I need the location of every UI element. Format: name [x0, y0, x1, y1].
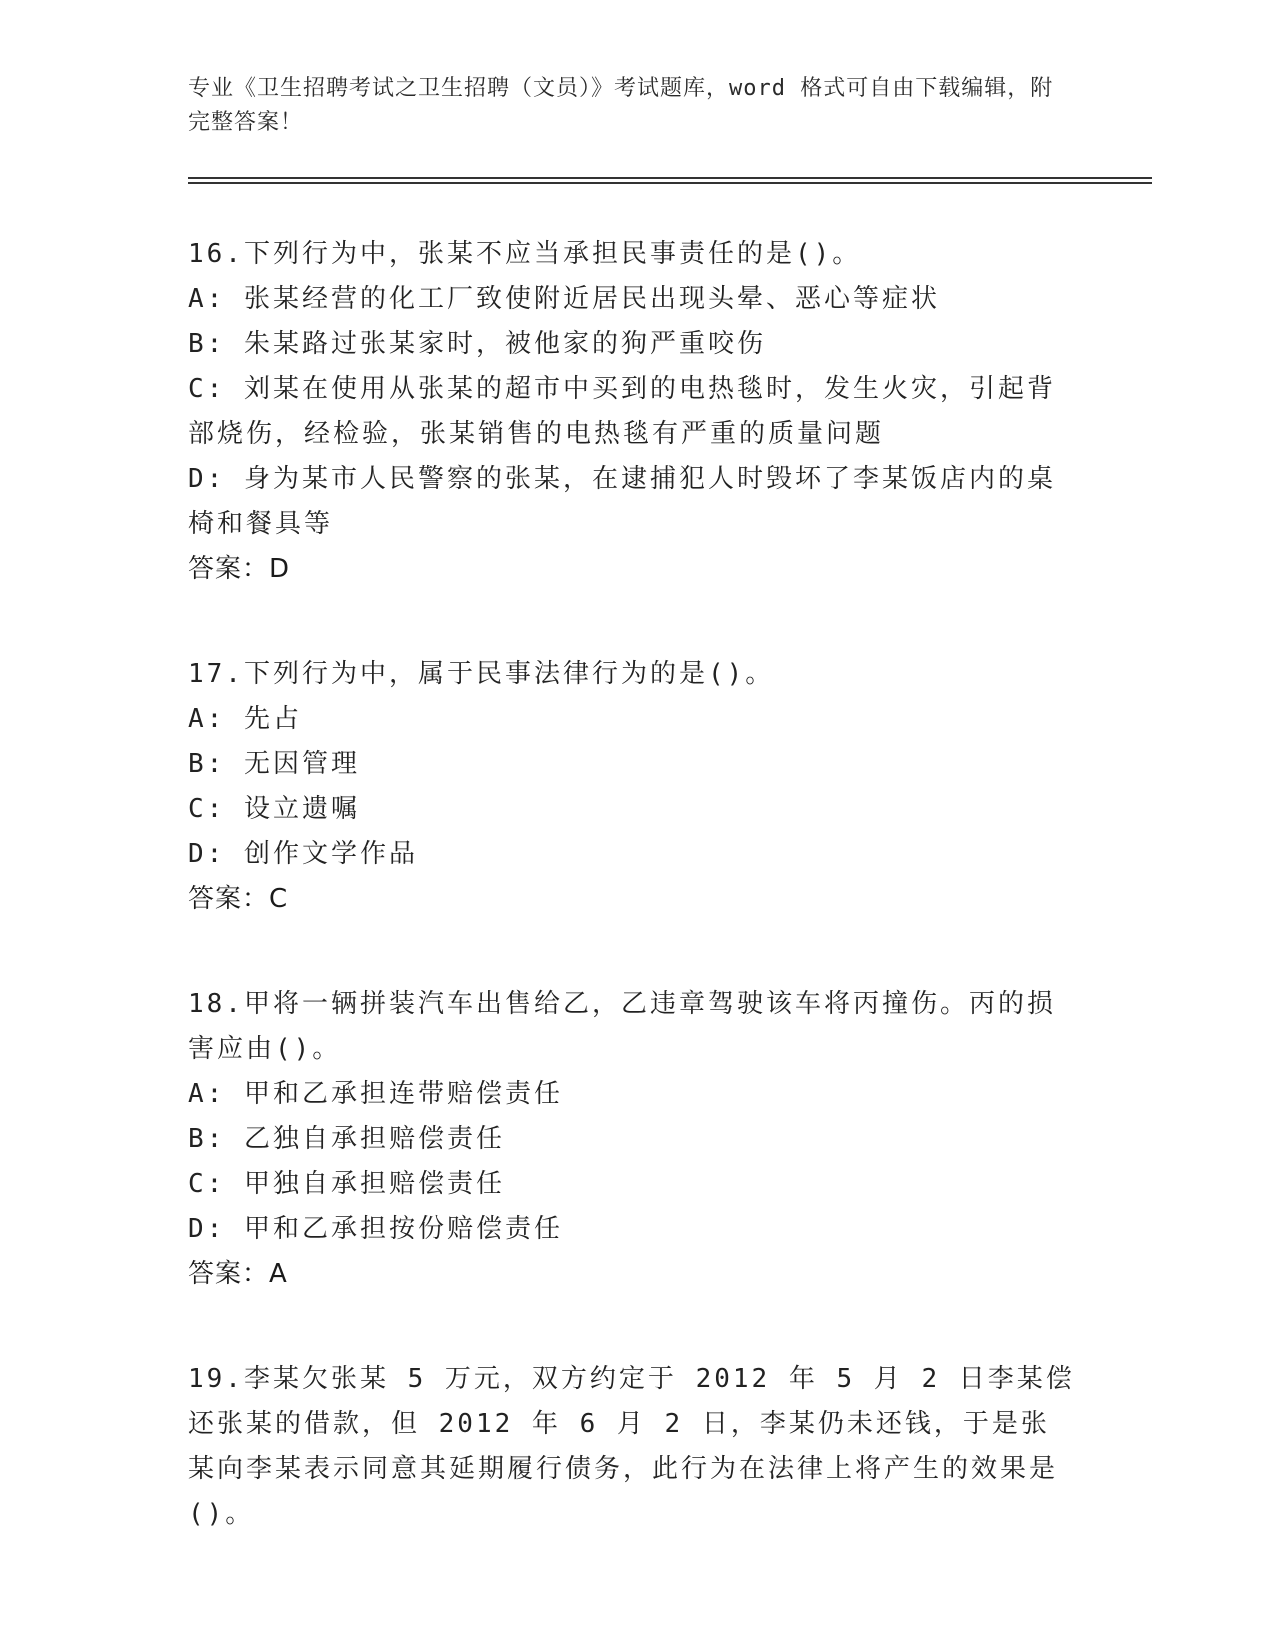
question-stem: 19.李某欠张某 5 万元，双方约定于 2012 年 5 月 2 日李某偿还张某的借款，但 2012 年 6 月 2 日，李某仍未还钱，于是张某向李某表示同意其延期履行债务，此行为在法律上将产生的效果是()。	[188, 1364, 1075, 1529]
answer-label: 答案：	[188, 1259, 270, 1289]
option-b: B: 朱某路过张某家时，被他家的狗严重咬伤	[188, 329, 766, 359]
header-rule-bottom	[188, 182, 1152, 184]
answer-label: 答案：	[188, 554, 270, 584]
option-d: D: 创作文学作品	[188, 839, 418, 869]
question-18	[188, 982, 1078, 1297]
answer-value: A	[269, 1259, 288, 1289]
question-17	[188, 652, 1078, 922]
option-d: D: 甲和乙承担按份赔偿责任	[188, 1214, 563, 1244]
option-a: A: 先占	[188, 704, 302, 734]
answer-line	[188, 877, 1078, 922]
option-b: B: 无因管理	[188, 749, 360, 779]
option-c: C: 刘某在使用从张某的超市中买到的电热毯时，发生火灾，引起背部烧伤，经检验，张某销售的电热毯有严重的质量问题	[188, 374, 1056, 449]
answer-line	[188, 1252, 1078, 1297]
question-16	[188, 232, 1078, 592]
option-a: A: 甲和乙承担连带赔偿责任	[188, 1079, 563, 1109]
question-stem: 17.下列行为中，属于民事法律行为的是()。	[188, 659, 775, 689]
option-c: C: 设立遗嘱	[188, 794, 360, 824]
option-b: B: 乙独自承担赔偿责任	[188, 1124, 505, 1154]
option-d: D: 身为某市人民警察的张某，在逮捕犯人时毁坏了李某饭店内的桌椅和餐具等	[188, 464, 1056, 539]
option-c: C: 甲独自承担赔偿责任	[188, 1169, 505, 1199]
question-list	[188, 232, 1078, 1597]
header-rule-top	[188, 177, 1152, 179]
answer-label: 答案：	[188, 884, 270, 914]
answer-value: D	[269, 554, 291, 584]
question-stem: 18.甲将一辆拼装汽车出售给乙，乙违章驾驶该车将丙撞伤。丙的损害应由()。	[188, 989, 1056, 1064]
answer-value: C	[269, 884, 289, 914]
question-19	[188, 1357, 1078, 1537]
option-a: A: 张某经营的化工厂致使附近居民出现头晕、恶心等症状	[188, 284, 940, 314]
question-stem: 16.下列行为中，张某不应当承担民事责任的是()。	[188, 239, 862, 269]
document-header: 专业《卫生招聘考试之卫生招聘（文员）》考试题库，word 格式可自由下载编辑，附完整答案！	[188, 76, 1054, 135]
answer-line	[188, 547, 1078, 592]
